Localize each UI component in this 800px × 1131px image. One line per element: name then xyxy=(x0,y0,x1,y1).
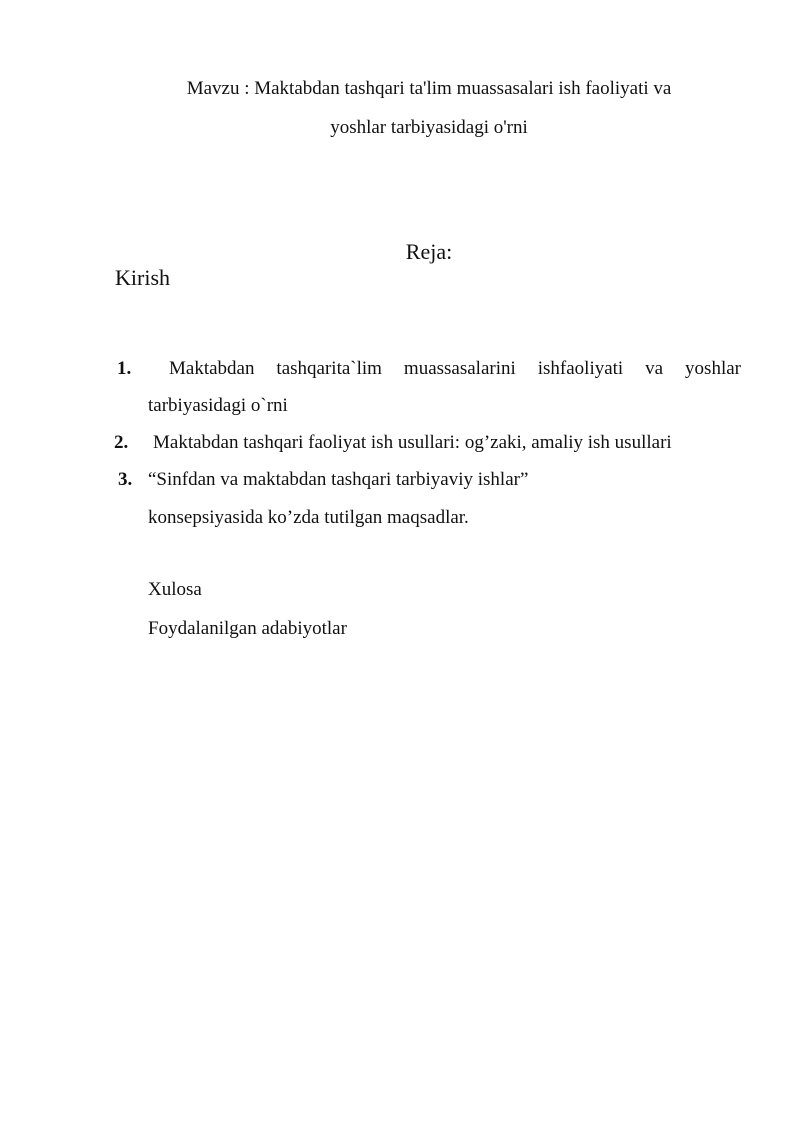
plan-item-2-text: Maktabdan tashqari faoliyat ish usullari: og’zaki, amaliy ish usullari xyxy=(153,432,672,453)
plan-item-1-number: 1. xyxy=(117,358,132,379)
plan-item-3-text: “Sinfdan va maktabdan tashqari tarbiyaviy ishlar” xyxy=(148,469,529,490)
references-heading: Foydalanilgan adabiyotlar xyxy=(148,618,347,639)
document-title-line-2: yoshlar tarbiyasidagi o'rni xyxy=(330,117,528,138)
intro-heading: Kirish xyxy=(115,265,170,290)
plan-item-1-text: Maktabdan tashqarita`lim muassasalarini ishfaoliyati va yoshlar xyxy=(169,358,741,379)
plan-item-3-continuation: konsepsiyasida ko’zda tutilgan maqsadlar. xyxy=(148,507,469,528)
plan-item-3-number: 3. xyxy=(118,469,133,490)
conclusion-heading: Xulosa xyxy=(148,579,202,600)
document-title-line-1: Mavzu : Maktabdan tashqari ta'lim muassasalari ish faoliyati va xyxy=(186,78,672,99)
plan-item-1-continuation: tarbiyasidagi o`rni xyxy=(148,395,288,416)
plan-heading: Reja: xyxy=(405,239,453,264)
plan-item-2-number: 2. xyxy=(114,432,129,453)
